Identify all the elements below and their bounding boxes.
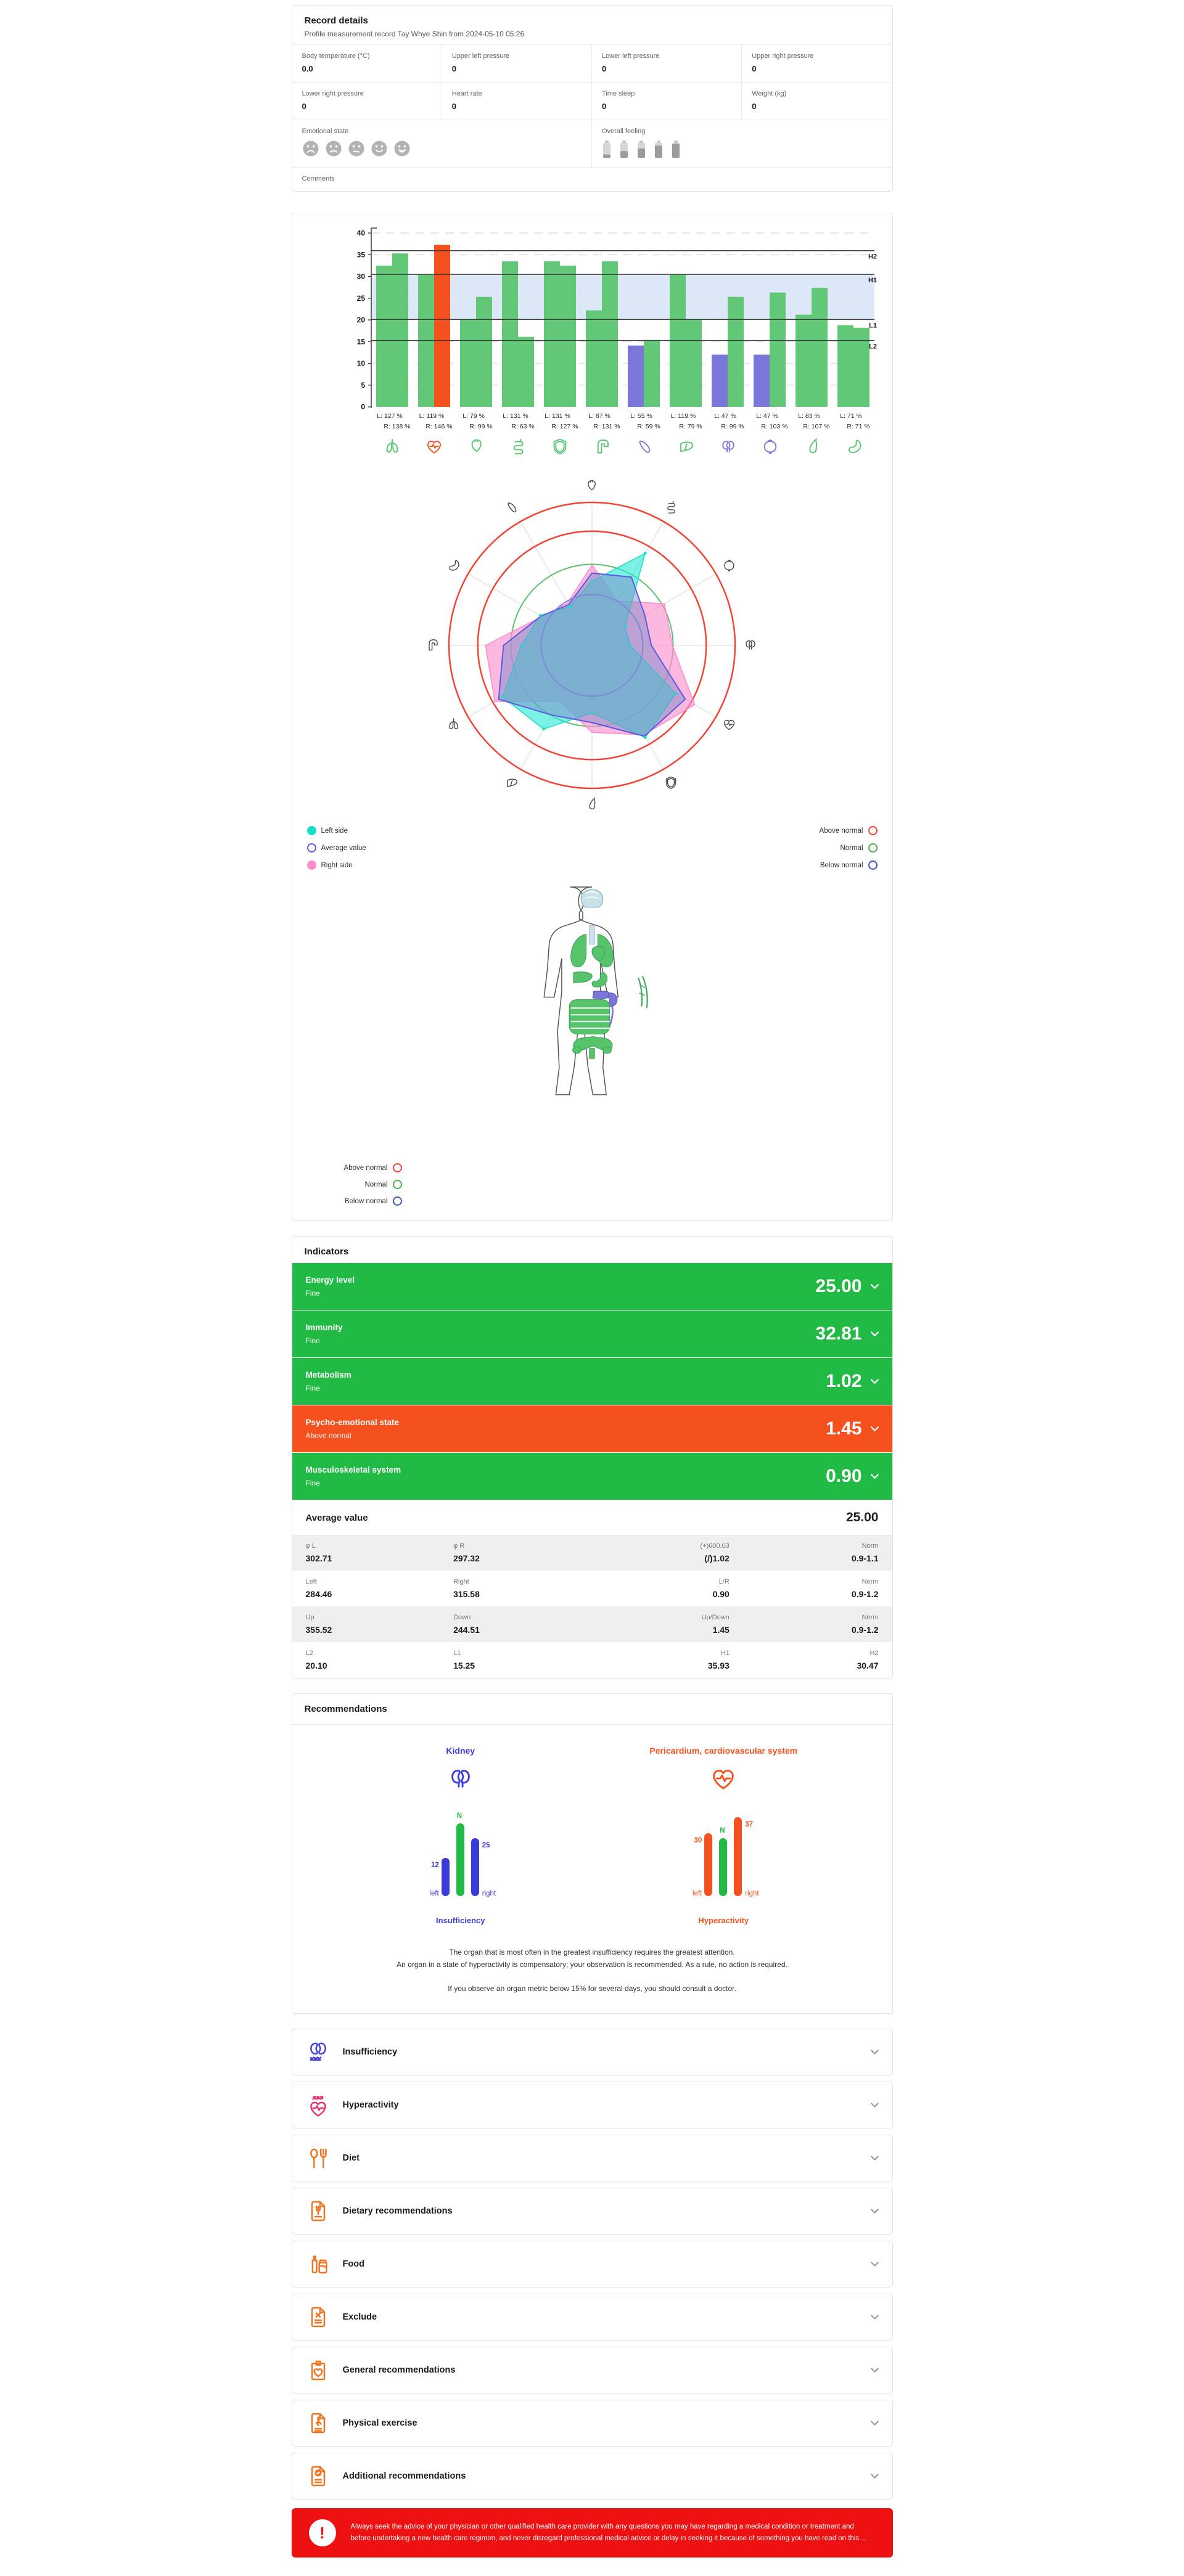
mini-bar — [442, 1858, 450, 1896]
indicator-value: 25.00 — [815, 1276, 862, 1296]
radar-axis-stomach — [450, 560, 459, 570]
radar-chart-wrap — [303, 472, 881, 820]
limit-label-L1: L1 — [868, 322, 877, 330]
svg-text:15: 15 — [356, 337, 365, 346]
record-fields-grid — [292, 44, 892, 120]
comments-label: Comments — [302, 175, 335, 182]
meridian-lungs — [371, 437, 413, 456]
indicator-status: Above normal — [305, 1431, 352, 1440]
organ-brain — [581, 889, 602, 907]
mini-bar-label: 37 — [745, 1821, 754, 1828]
legend-normal: Normal — [820, 843, 878, 853]
chevron-down-icon[interactable] — [871, 2315, 879, 2320]
bar-left-lungs — [376, 266, 392, 407]
organ-summary-row — [292, 1725, 892, 1930]
bar-right-stomach — [853, 328, 870, 407]
svg-text:30: 30 — [356, 272, 365, 281]
status-legend-right — [820, 826, 878, 870]
bar-left-bladder — [754, 354, 770, 407]
chevron-down-icon[interactable] — [871, 1474, 879, 1479]
indicator-name: Psycho-emotional state — [305, 1418, 400, 1427]
field-upper-left-pressure: Upper left pressure 0 — [442, 45, 592, 83]
section-insufficiency[interactable] — [292, 2029, 892, 2075]
indicator-row-musculoskeletal-system[interactable] — [292, 1453, 892, 1500]
table-row: Left 284.46 Right 315.58 L/R 0.90 Norm 0.9-1.2 — [305, 1578, 879, 1599]
section-card — [292, 2294, 893, 2341]
organ-trachea — [590, 926, 594, 944]
disclaimer-banner — [292, 2508, 893, 2558]
bar-right-small-intestine — [518, 337, 534, 407]
meridian-pancreas — [623, 437, 665, 456]
mood-happy-icon[interactable] — [371, 140, 388, 157]
bar-right-kidneys — [728, 297, 744, 407]
battery-level-icon[interactable] — [636, 140, 646, 158]
average-value-row — [292, 1500, 892, 1535]
radar-chart-svg — [419, 472, 765, 817]
indicator-row-psycho-emotional-state[interactable] — [292, 1405, 892, 1453]
right-percent-label: R: 127 % — [551, 423, 578, 430]
bar-right-pancreas — [644, 340, 660, 407]
stomach-icon — [845, 437, 863, 456]
battery-level-icon[interactable] — [671, 140, 681, 158]
chevron-down-icon[interactable] — [871, 2262, 879, 2267]
organ-mini-bars — [677, 1809, 770, 1907]
left-percent-label: L: 79 % — [462, 412, 485, 420]
organ-caption: Hyperactivity — [698, 1916, 749, 1925]
svg-text:40: 40 — [356, 229, 365, 237]
limit-label-L2: L2 — [868, 343, 877, 351]
legend-left-side: Left side — [307, 826, 366, 835]
record-details-subtitle: Profile measurement record Tay Whye Shin from 2024-05-10 05:26 — [304, 30, 525, 38]
bar-right-gallbladder — [812, 288, 828, 407]
bar-left-small-intestine — [502, 261, 518, 407]
note-line: If you observe an organ metric below 15% for several days, you should consult a doctor. — [448, 1984, 736, 1993]
doc-fork-icon — [306, 2199, 331, 2223]
meridian-stomach — [833, 437, 875, 456]
chevron-down-icon[interactable] — [871, 2103, 879, 2108]
emotional-state-cell — [292, 120, 593, 168]
overall-feeling-picker[interactable] — [602, 140, 882, 158]
bladder-icon — [761, 437, 779, 456]
radar-axis-small-intestine — [668, 502, 675, 513]
chevron-down-icon[interactable] — [871, 1331, 879, 1337]
bar-left-immune-system — [544, 261, 560, 407]
legend-swatch — [307, 861, 316, 870]
left-percent-label: L: 47 % — [713, 412, 736, 420]
meridian-icon-row — [371, 437, 876, 456]
bar-left-gallbladder — [796, 315, 812, 407]
right-percent-label: R: 146 % — [425, 423, 453, 430]
left-percent-label: L: 119 % — [670, 412, 696, 420]
recommendations-card — [292, 1693, 893, 2014]
chevron-down-icon[interactable] — [871, 2050, 879, 2055]
organ-summary-kidneys — [368, 1746, 553, 1925]
bar-right-pericardium — [434, 245, 450, 407]
charts-card — [292, 213, 893, 1221]
body-diagram — [500, 881, 684, 1152]
section-title: Diet — [342, 2153, 360, 2164]
section-exclude[interactable] — [292, 2294, 892, 2340]
field-time-sleep: Time sleep 0 — [592, 83, 742, 120]
indicator-value: 1.45 — [826, 1418, 862, 1439]
section-title: Exclude — [342, 2312, 377, 2323]
right-percent-label: R: 107 % — [802, 423, 830, 430]
meridian-bladder — [749, 437, 791, 456]
indicator-value: 0.90 — [826, 1466, 862, 1486]
section-card — [292, 2082, 893, 2128]
overall-feeling-cell — [592, 120, 892, 168]
indicator-status: Fine — [305, 1336, 320, 1345]
indicators-header — [292, 1237, 892, 1263]
organ-pelvis — [573, 1037, 612, 1058]
recommendation-notes — [292, 1930, 892, 2013]
indicator-name: Musculoskeletal system — [305, 1465, 401, 1474]
right-percent-label: R: 79 % — [678, 423, 702, 430]
right-percent-label: R: 63 % — [511, 423, 535, 430]
mini-bar — [704, 1833, 712, 1896]
bar-right-heart — [476, 297, 492, 407]
section-general-recommendations[interactable] — [292, 2347, 892, 2393]
section-hyperactivity[interactable] — [292, 2082, 892, 2128]
radar-axis-gallbladder — [590, 798, 594, 809]
report-page — [292, 0, 893, 2576]
indicator-value: 32.81 — [815, 1323, 862, 1344]
section-title: Food — [342, 2259, 364, 2270]
body-diagram-wrap — [303, 881, 881, 1152]
battery-level-icon[interactable] — [654, 140, 664, 158]
pericardium-icon — [425, 437, 443, 456]
svg-text:10: 10 — [356, 359, 365, 368]
section-physical-exercise[interactable] — [292, 2400, 892, 2446]
meridian-kidneys — [707, 437, 749, 456]
mood-very-happy-icon[interactable] — [393, 140, 411, 157]
left-percent-label: L: 47 % — [755, 412, 778, 420]
mood-neutral-icon[interactable] — [348, 140, 365, 157]
section-card — [292, 2347, 893, 2394]
bar-right-liver — [686, 319, 702, 407]
exclamation-icon: ! — [309, 2519, 336, 2546]
radar-axis-pancreas — [508, 503, 516, 512]
chevron-down-icon[interactable] — [871, 1426, 879, 1432]
chevron-down-icon[interactable] — [871, 2209, 879, 2214]
mini-bar — [719, 1838, 727, 1896]
right-percent-label: R: 103 % — [760, 423, 788, 430]
battery-level-icon[interactable] — [619, 140, 629, 158]
battery-level-icon[interactable] — [602, 140, 612, 158]
insufficiency-icon — [306, 2040, 331, 2064]
legend-swatch — [868, 843, 878, 853]
indicator-row-immunity[interactable] — [292, 1310, 892, 1358]
radar-axis-bladder — [725, 560, 734, 571]
pancreas-icon — [635, 437, 654, 456]
doc-x-icon — [306, 2305, 331, 2329]
mini-bar-label: 12 — [430, 1862, 439, 1869]
meridian-gallbladder — [791, 437, 833, 456]
field-lower-right-pressure: Lower right pressure 0 — [292, 83, 442, 120]
emotional-state-picker[interactable] — [302, 140, 582, 157]
chevron-down-icon[interactable] — [871, 2421, 879, 2426]
lungs-icon — [383, 437, 401, 456]
mood-sad-icon[interactable] — [325, 140, 342, 157]
indicator-value: 1.02 — [826, 1371, 862, 1391]
left-percent-label: L: 71 % — [839, 412, 862, 420]
record-details-card — [292, 5, 893, 192]
mini-bar — [734, 1817, 742, 1896]
overall-feeling-label: Overall feeling — [602, 128, 646, 135]
chevron-down-icon[interactable] — [871, 2156, 879, 2161]
large-intestine-icon — [593, 437, 611, 456]
bar-left-stomach — [837, 325, 853, 407]
meridian-pericardium — [413, 437, 455, 456]
mini-bar-label: 30 — [694, 1837, 702, 1844]
legend-swatch — [393, 1163, 402, 1172]
left-percent-label: L: 119 % — [419, 412, 444, 420]
doc-check-icon — [306, 2464, 331, 2488]
bar-left-large-intestine — [586, 310, 602, 407]
radar-axis-heart — [588, 481, 595, 490]
legend-swatch — [868, 861, 878, 870]
field-heart-rate: Heart rate 0 — [442, 83, 592, 120]
radar-axis-immune-system — [667, 777, 676, 788]
section-title: Hyperactivity — [342, 2100, 399, 2111]
legend-swatch — [307, 826, 316, 835]
chevron-down-icon[interactable] — [871, 1284, 879, 1290]
bar-right-lungs — [392, 253, 408, 407]
limit-label-H1: H1 — [868, 277, 877, 285]
record-details-header — [292, 6, 892, 44]
organ-name: Kidney — [446, 1746, 475, 1756]
gallbladder-icon — [803, 437, 821, 456]
right-percent-label: R: 59 % — [636, 423, 660, 430]
meridian-liver — [665, 437, 707, 456]
pericardium-icon — [709, 1764, 738, 1793]
small-intestine-icon — [509, 437, 527, 456]
average-value: 25.00 — [845, 1510, 879, 1524]
legend-swatch — [868, 826, 878, 835]
left-percent-label: L: 131 % — [502, 412, 528, 420]
table-row: L2 20.10 L1 15.25 H1 35.93 H2 30.47 — [305, 1650, 879, 1670]
organ-liver — [574, 972, 592, 983]
status-legend-bottom — [303, 1163, 402, 1206]
field-weight: Weight (kg) 0 — [742, 83, 892, 120]
left-percent-label: L: 87 % — [588, 412, 610, 420]
section-title: General recommendations — [342, 2365, 456, 2376]
limit-label-H2: H2 — [868, 253, 877, 261]
meridian-small-intestine — [497, 437, 539, 456]
legend-normal: Normal — [303, 1180, 402, 1189]
doc-runner-icon — [306, 2411, 331, 2435]
section-card — [292, 2188, 893, 2235]
legend-right-side: Right side — [307, 861, 366, 870]
comments-row[interactable] — [292, 168, 892, 191]
legend-above-normal: Above normal — [303, 1163, 402, 1172]
chevron-down-icon[interactable] — [871, 2474, 879, 2479]
indicator-rows — [292, 1263, 892, 1500]
indicator-row-energy-level[interactable] — [292, 1263, 892, 1310]
mini-bar-left-label: left — [429, 1890, 439, 1897]
note-line: An organ in a state of hyperactivity is compensatory; your observation is recommended. As a rule, no action is required. — [397, 1960, 787, 1969]
section-card — [292, 2453, 893, 2500]
legend-below-normal: Below normal — [303, 1196, 402, 1206]
emotional-state-label: Emotional state — [302, 128, 349, 135]
radar-axis-lungs — [450, 719, 458, 729]
bar-left-pancreas — [628, 346, 644, 407]
indicator-name: Energy level — [305, 1275, 355, 1285]
kidneys-icon — [446, 1764, 475, 1793]
average-value-label: Average value — [305, 1512, 368, 1523]
mini-bar — [471, 1838, 479, 1896]
bar-right-large-intestine — [602, 261, 618, 407]
recommendation-sections — [292, 2029, 893, 2500]
mini-bar-right-label: right — [482, 1890, 496, 1897]
meridian-bar-chart-svg — [303, 224, 880, 433]
mini-bar — [456, 1823, 464, 1896]
legend-swatch — [393, 1196, 402, 1206]
radar-axis-liver — [508, 779, 517, 787]
meridian-radar-chart — [419, 472, 765, 820]
radar-axis-kidneys — [746, 641, 755, 650]
field-body-temperature: Body temperature (°C) 0.0 — [292, 45, 442, 83]
heart-icon — [467, 437, 485, 456]
radar-axis-large-intestine — [429, 640, 437, 650]
organ-summary-pericardium — [631, 1746, 816, 1925]
right-percent-label: R: 71 % — [846, 423, 870, 430]
bar-left-kidneys — [712, 354, 728, 407]
section-card — [292, 2241, 893, 2288]
svg-text:25: 25 — [356, 293, 365, 303]
table-row: Up 355.52 Down 244.51 Up/Down 1.45 Norm 0.9-1.2 — [292, 1606, 892, 1642]
mini-bar-label: N — [456, 1812, 462, 1820]
radar-legends — [303, 826, 881, 870]
legend-below-normal: Below normal — [820, 861, 878, 870]
bar-right-immune-system — [560, 266, 576, 407]
svg-text:5: 5 — [360, 380, 365, 390]
section-diet[interactable] — [292, 2135, 892, 2181]
recommendations-header — [292, 1694, 892, 1725]
legend-above-normal: Above normal — [820, 826, 878, 835]
organ-mini-bars — [414, 1809, 507, 1907]
legend-average-side: Average value — [307, 843, 366, 853]
right-percent-label: R: 131 % — [593, 423, 620, 430]
organ-intestines — [569, 1000, 609, 1034]
svg-text:0: 0 — [360, 403, 365, 411]
section-card — [292, 2135, 893, 2181]
stats-table — [292, 1535, 892, 1678]
immune-system-icon — [551, 437, 569, 456]
organ-arm-vessels — [638, 976, 648, 1008]
left-percent-label: L: 83 % — [797, 412, 820, 420]
radar-axis-pericardium — [724, 721, 734, 730]
legend-swatch — [307, 843, 316, 853]
organ-pancreas — [593, 991, 610, 999]
indicator-row-metabolism[interactable] — [292, 1358, 892, 1405]
right-percent-label: R: 138 % — [383, 423, 411, 430]
section-title: Physical exercise — [342, 2418, 417, 2429]
indicators-title: Indicators — [304, 1246, 349, 1257]
field-lower-left-pressure: Lower left pressure 0 — [592, 45, 742, 83]
indicator-status: Fine — [305, 1479, 320, 1487]
section-card — [292, 2029, 893, 2075]
indicator-name: Metabolism — [305, 1370, 352, 1380]
section-title: Insufficiency — [342, 2047, 398, 2058]
section-title: Dietary recommendations — [342, 2206, 453, 2217]
recommendations-title: Recommendations — [304, 1704, 387, 1714]
note-line: The organ that is most often in the greatest insufficiency requires the greatest attention. — [449, 1948, 735, 1957]
indicator-name: Immunity — [305, 1323, 343, 1332]
organ-name: Pericardium, cardiovascular system — [649, 1746, 798, 1756]
kidneys-icon — [719, 437, 738, 456]
mood-very-sad-icon[interactable] — [302, 140, 319, 157]
mini-bar-label: N — [720, 1827, 725, 1834]
meridian-bar-chart — [303, 224, 881, 436]
indicators-card — [292, 1236, 893, 1678]
meridian-immune-system — [539, 437, 581, 456]
diet-icon — [306, 2146, 331, 2170]
chevron-down-icon[interactable] — [871, 2368, 879, 2373]
indicator-status: Fine — [305, 1289, 320, 1298]
table-row: φ L 302.71 φ R 297.32 (+)600.03 (/)1.02 Norm 0.9-1.1 — [292, 1535, 892, 1571]
section-card — [292, 2400, 893, 2447]
section-food[interactable] — [292, 2241, 892, 2287]
clipboard-heart-icon — [306, 2358, 331, 2382]
meridian-large-intestine — [581, 437, 623, 456]
food-icon — [306, 2252, 331, 2276]
right-percent-label: R: 99 % — [720, 423, 744, 430]
section-title: Additional recommendations — [342, 2471, 466, 2482]
left-percent-label: L: 131 % — [544, 412, 570, 420]
radar-series-legend — [307, 826, 366, 870]
record-details-title: Record details — [304, 15, 368, 26]
legend-swatch — [393, 1180, 402, 1189]
left-percent-label: L: 127 % — [376, 412, 403, 420]
organ-caption: Insufficiency — [436, 1916, 485, 1925]
hyperactivity-icon — [306, 2093, 331, 2117]
meridian-heart — [455, 437, 497, 456]
bar-left-heart — [460, 319, 476, 407]
svg-text:20: 20 — [356, 316, 365, 324]
section-additional-recommendations[interactable] — [292, 2453, 892, 2499]
disclaimer-text: Always seek the advice of your physician or other qualified health care provider with any questions you may have regarding a medical condition or treatment and before undertaking a new health care regimen, and never disregard professional medical advice or delay in seeking it because of something you have read on this ... — [350, 2523, 867, 2543]
mini-bar-left-label: left — [692, 1890, 702, 1897]
organ-stomach — [592, 973, 607, 987]
left-percent-label: L: 55 % — [630, 412, 652, 420]
indicator-status: Fine — [305, 1384, 320, 1392]
mini-bar-label: 25 — [482, 1842, 490, 1849]
organ-kidney — [608, 993, 617, 1007]
right-percent-label: R: 99 % — [469, 423, 493, 430]
section-dietary-recommendations[interactable] — [292, 2188, 892, 2234]
bar-right-bladder — [770, 293, 786, 407]
liver-icon — [677, 437, 696, 456]
chevron-down-icon[interactable] — [871, 1379, 879, 1384]
mini-bar-right-label: right — [745, 1890, 759, 1897]
field-upper-right-pressure: Upper right pressure 0 — [742, 45, 892, 83]
record-mood-row — [292, 120, 892, 168]
svg-text:35: 35 — [356, 250, 365, 260]
